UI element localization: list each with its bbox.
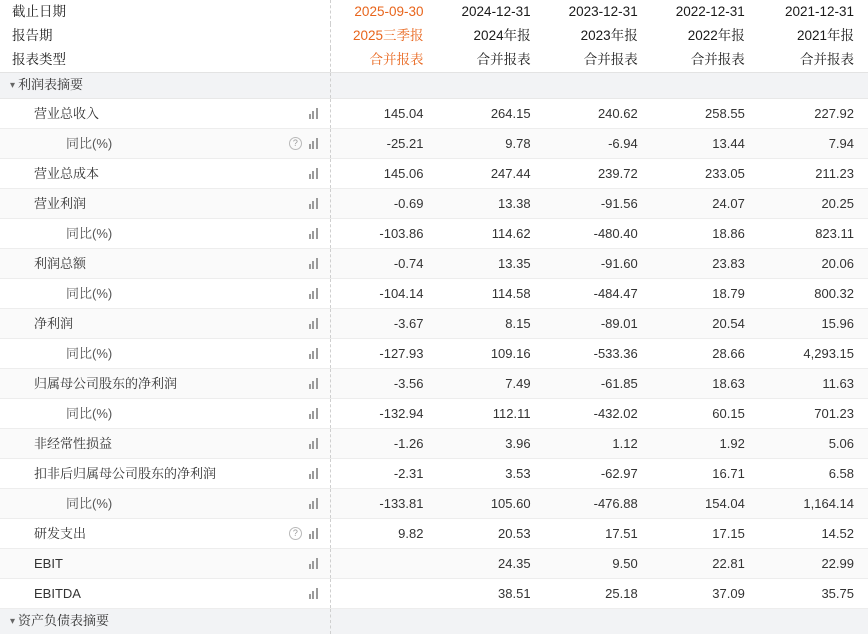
section-spacer — [330, 73, 868, 99]
row-label: 研发支出 — [34, 519, 86, 548]
header-col-4: 2021年报 — [759, 24, 868, 48]
header-row-label: 截止日期 — [0, 0, 330, 24]
header-col-1: 合并报表 — [437, 48, 544, 73]
cell-value: 114.62 — [437, 219, 544, 249]
row-label: 同比(%) — [66, 219, 112, 248]
bar-chart-icon[interactable] — [309, 528, 318, 539]
cell-value: 105.60 — [437, 489, 544, 519]
cell-value: 24.35 — [437, 549, 544, 579]
help-icon[interactable]: ? — [289, 527, 302, 540]
cell-value: 211.23 — [759, 159, 868, 189]
bar-chart-icon[interactable] — [309, 348, 318, 359]
table-row[interactable] — [0, 399, 868, 429]
header-row-label: 报表类型 — [0, 48, 330, 73]
header-col-2: 2023-12-31 — [545, 0, 652, 24]
help-icon[interactable]: ? — [289, 137, 302, 150]
table-row[interactable] — [0, 459, 868, 489]
cell-value: 15.96 — [759, 309, 868, 339]
cell-value: 3.96 — [437, 429, 544, 459]
bar-chart-icon[interactable] — [309, 138, 318, 149]
cell-value: 800.32 — [759, 279, 868, 309]
cell-value: 14.52 — [759, 519, 868, 549]
row-label-cell — [0, 399, 330, 429]
table-row[interactable] — [0, 249, 868, 279]
header-col-3: 合并报表 — [652, 48, 759, 73]
bar-chart-icon[interactable] — [309, 408, 318, 419]
row-label: 营业总收入 — [34, 99, 99, 128]
bar-chart-icon[interactable] — [309, 168, 318, 179]
table-row[interactable] — [0, 489, 868, 519]
table-row[interactable] — [0, 219, 868, 249]
cell-value: -476.88 — [545, 489, 652, 519]
cell-value: -133.81 — [330, 489, 437, 519]
cell-value: -0.69 — [330, 189, 437, 219]
row-label-cell — [0, 129, 330, 159]
header-col-4: 合并报表 — [759, 48, 868, 73]
bar-chart-icon[interactable] — [309, 258, 318, 269]
header-col-3: 2022-12-31 — [652, 0, 759, 24]
cell-value: -132.94 — [330, 399, 437, 429]
bar-chart-icon[interactable] — [309, 288, 318, 299]
row-label: 扣非后归属母公司股东的净利润 — [34, 459, 216, 488]
cell-value: -0.74 — [330, 249, 437, 279]
cell-value: 701.23 — [759, 399, 868, 429]
table-row[interactable] — [0, 579, 868, 609]
cell-value: 9.82 — [330, 519, 437, 549]
cell-value: 145.06 — [330, 159, 437, 189]
cell-value: 1.12 — [545, 429, 652, 459]
cell-value: 233.05 — [652, 159, 759, 189]
row-label-cell — [0, 159, 330, 189]
row-label-cell — [0, 369, 330, 399]
cell-value: 823.11 — [759, 219, 868, 249]
header-col-1: 2024年报 — [437, 24, 544, 48]
cell-value: 38.51 — [437, 579, 544, 609]
row-label: EBITDA — [34, 579, 81, 608]
header-col-1: 2024-12-31 — [437, 0, 544, 24]
cell-value: -89.01 — [545, 309, 652, 339]
row-label-cell — [0, 99, 330, 129]
row-label-cell — [0, 429, 330, 459]
cell-value: -91.60 — [545, 249, 652, 279]
row-label-cell — [0, 339, 330, 369]
header-col-2: 2023年报 — [545, 24, 652, 48]
header-col-0: 2025-09-30 — [330, 0, 437, 24]
header-col-4: 2021-12-31 — [759, 0, 868, 24]
cell-value: 13.44 — [652, 129, 759, 159]
header-col-2: 合并报表 — [545, 48, 652, 73]
cell-value: 18.86 — [652, 219, 759, 249]
cell-value: -91.56 — [545, 189, 652, 219]
row-label: 同比(%) — [66, 399, 112, 428]
cell-value: 114.58 — [437, 279, 544, 309]
bar-chart-icon[interactable] — [309, 558, 318, 569]
cell-value: 13.38 — [437, 189, 544, 219]
row-label: 利润总额 — [34, 249, 86, 278]
bar-chart-icon[interactable] — [309, 318, 318, 329]
cell-value: 4,293.15 — [759, 339, 868, 369]
cell-value: 37.09 — [652, 579, 759, 609]
cell-value: 13.35 — [437, 249, 544, 279]
cell-value: 1.92 — [652, 429, 759, 459]
cell-value — [330, 579, 437, 609]
cell-value: 240.62 — [545, 99, 652, 129]
row-label-cell — [0, 549, 330, 579]
header-col-3: 2022年报 — [652, 24, 759, 48]
cell-value: -3.67 — [330, 309, 437, 339]
bar-chart-icon[interactable] — [309, 198, 318, 209]
bar-chart-icon[interactable] — [309, 498, 318, 509]
cell-value: 6.58 — [759, 459, 868, 489]
cell-value: 239.72 — [545, 159, 652, 189]
header-col-0: 2025三季报 — [330, 24, 437, 48]
cell-value: 16.71 — [652, 459, 759, 489]
row-label-cell — [0, 459, 330, 489]
row-label-cell — [0, 519, 330, 549]
cell-value: 7.49 — [437, 369, 544, 399]
partial-section-spacer — [330, 609, 868, 634]
table-row[interactable] — [0, 129, 868, 159]
cell-value: 3.53 — [437, 459, 544, 489]
row-label-cell — [0, 489, 330, 519]
cell-value: 145.04 — [330, 99, 437, 129]
cell-value: 18.79 — [652, 279, 759, 309]
partial-section-title: 资产负债表摘要 — [18, 613, 109, 628]
section-title: 利润表摘要 — [18, 77, 83, 92]
table-row[interactable] — [0, 309, 868, 339]
cell-value: 227.92 — [759, 99, 868, 129]
header-row — [0, 24, 868, 48]
cell-value: 5.06 — [759, 429, 868, 459]
bar-chart-icon[interactable] — [309, 588, 318, 599]
table-row[interactable] — [0, 369, 868, 399]
cell-value: 17.15 — [652, 519, 759, 549]
cell-value: 28.66 — [652, 339, 759, 369]
cell-value: -6.94 — [545, 129, 652, 159]
cell-value: -127.93 — [330, 339, 437, 369]
cell-value: 22.99 — [759, 549, 868, 579]
row-label: 归属母公司股东的净利润 — [34, 369, 177, 398]
row-label-cell — [0, 219, 330, 249]
row-label-cell — [0, 309, 330, 339]
table-row[interactable] — [0, 99, 868, 129]
table-row[interactable] — [0, 339, 868, 369]
cell-value: 60.15 — [652, 399, 759, 429]
header-row-label: 报告期 — [0, 24, 330, 48]
cell-value: 258.55 — [652, 99, 759, 129]
cell-value: -1.26 — [330, 429, 437, 459]
cell-value: 18.63 — [652, 369, 759, 399]
row-label: 同比(%) — [66, 129, 112, 158]
cell-value: 109.16 — [437, 339, 544, 369]
cell-value: 25.18 — [545, 579, 652, 609]
chevron-down-icon[interactable]: ▾ — [10, 74, 15, 97]
table-row[interactable] — [0, 429, 868, 459]
cell-value: 112.11 — [437, 399, 544, 429]
cell-value: 9.50 — [545, 549, 652, 579]
table-row[interactable] — [0, 279, 868, 309]
cell-value: 20.25 — [759, 189, 868, 219]
cell-value: 23.83 — [652, 249, 759, 279]
row-label: 营业总成本 — [34, 159, 99, 188]
table-row[interactable] — [0, 549, 868, 579]
cell-value: -25.21 — [330, 129, 437, 159]
row-label-cell — [0, 279, 330, 309]
cell-value: -533.36 — [545, 339, 652, 369]
row-label-cell — [0, 189, 330, 219]
cell-value: -104.14 — [330, 279, 437, 309]
section-header-income-statement[interactable] — [0, 73, 868, 99]
cell-value: -3.56 — [330, 369, 437, 399]
table-row[interactable] — [0, 519, 868, 549]
cell-value: 17.51 — [545, 519, 652, 549]
row-label-cell — [0, 579, 330, 609]
cell-value: 1,164.14 — [759, 489, 868, 519]
cell-value: 20.54 — [652, 309, 759, 339]
cell-value: -103.86 — [330, 219, 437, 249]
cell-value: -61.85 — [545, 369, 652, 399]
cell-value: 20.06 — [759, 249, 868, 279]
cell-value: 264.15 — [437, 99, 544, 129]
row-label: 营业利润 — [34, 189, 86, 218]
row-label: EBIT — [34, 549, 63, 578]
cell-value: 24.07 — [652, 189, 759, 219]
partial-section-label-cell — [0, 609, 330, 634]
cell-value: -480.40 — [545, 219, 652, 249]
section-header-balance-sheet[interactable] — [0, 609, 868, 634]
cell-value: 20.53 — [437, 519, 544, 549]
cell-value: -2.31 — [330, 459, 437, 489]
row-label: 净利润 — [34, 309, 73, 338]
row-label: 同比(%) — [66, 279, 112, 308]
cell-value: 8.15 — [437, 309, 544, 339]
header-row — [0, 0, 868, 24]
row-label: 同比(%) — [66, 339, 112, 368]
bar-chart-icon[interactable] — [309, 108, 318, 119]
cell-value: 247.44 — [437, 159, 544, 189]
row-label: 非经常性损益 — [34, 429, 112, 458]
bar-chart-icon[interactable] — [309, 378, 318, 389]
cell-value: 35.75 — [759, 579, 868, 609]
cell-value: 9.78 — [437, 129, 544, 159]
section-label-cell — [0, 73, 330, 99]
row-label-cell — [0, 249, 330, 279]
table-row[interactable] — [0, 159, 868, 189]
cell-value: 11.63 — [759, 369, 868, 399]
bar-chart-icon[interactable] — [309, 438, 318, 449]
cell-value: -484.47 — [545, 279, 652, 309]
row-label: 同比(%) — [66, 489, 112, 518]
cell-value: -432.02 — [545, 399, 652, 429]
table-row[interactable] — [0, 189, 868, 219]
cell-value: -62.97 — [545, 459, 652, 489]
cell-value: 7.94 — [759, 129, 868, 159]
chevron-down-icon[interactable]: ▾ — [10, 610, 15, 633]
bar-chart-icon[interactable] — [309, 468, 318, 479]
header-row — [0, 48, 868, 73]
header-col-0: 合并报表 — [330, 48, 437, 73]
bar-chart-icon[interactable] — [309, 228, 318, 239]
cell-value — [330, 549, 437, 579]
cell-value: 154.04 — [652, 489, 759, 519]
cell-value: 22.81 — [652, 549, 759, 579]
